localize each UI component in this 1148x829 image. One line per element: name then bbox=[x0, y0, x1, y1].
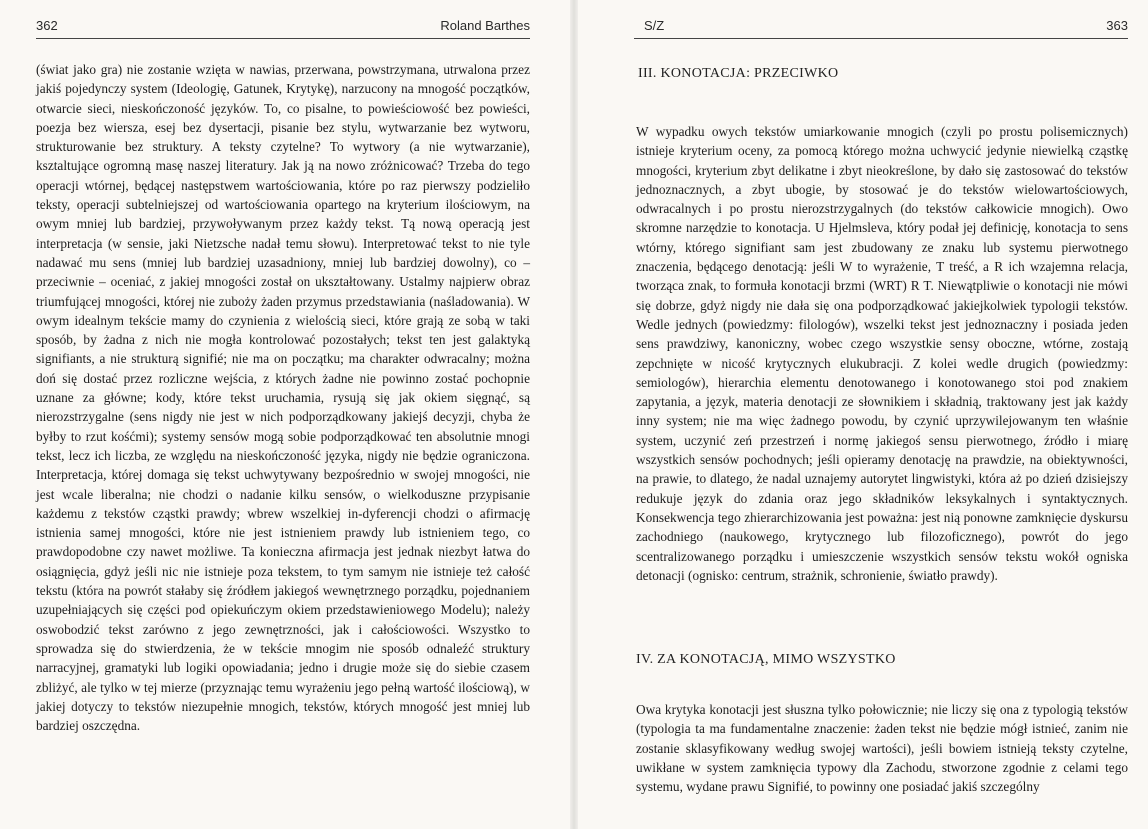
page-number: 362 bbox=[36, 18, 58, 33]
page-number: 363 bbox=[1106, 18, 1128, 33]
body-paragraph-1 bbox=[636, 122, 1128, 585]
header-rule bbox=[36, 38, 530, 39]
paragraph-text: Owa krytyka konotacji jest słuszna tylko połowicznie; nie liczy się ona z typologią tekstów (typologia ta ma fundamentalne znaczenie: żaden tekst nie będzie mógł istnieć, zanim nie zostanie sklasyfikowany według swojej wartości), jeśli bowiem istnieją teksty czytelne, uwikłane w system zamknięcia typowy dla Zachodu, stworzone zgodnie z celami tego systemu, wydane prawu Signifié, to powinny one posiadać jakiś szczególny bbox=[636, 702, 1128, 795]
right-page bbox=[578, 0, 1148, 829]
header-rule bbox=[634, 38, 1128, 39]
right-page-header bbox=[634, 18, 1128, 38]
section-heading-4: IV. ZA KONOTACJĄ, MIMO WSZYSTKO bbox=[636, 652, 896, 667]
paragraph-text: (świat jako gra) nie zostanie wzięta w nawias, przerwana, powstrzymana, utrwalona przez jakiś pojedynczy system (Ideologię, Gatunek, Krytykę), narzucony na mnogość początków, otwarcie sieci, nieskończoność języków. To, co pisalne, to powieściowość bez powieści, poezja bez wiersza, esej bez dysertacji, pisanie bez stylu, wytwarzanie bez wytworu, strukturowanie bez struktury. A teksty czytelne? To wytwory (a nie wytwarzanie), ksztaltujące ogromną masę naszej literatury. Jak ją na nowo zróżnicować? Trzeba do tego operacji wtórnej, będącej następstwem wartościowania, które po raz pierwszy podzieliło teksty, operacji subtelniejszej od wartościowania opartego na kryterium ilościowym, na owym mniej lub bardziej, przywoływanym przez każdy tekst. Tą nową operacją jest interpretacja (w sensie, jaki Nietzsche nadał temu słowu). Interpretować tekst to nie tyle nadawać mu sens (mniej lub bardziej uzasadniony, mniej lub bardziej dowolny), co – przeciwnie – oceniać, z jakiej mnogości został on ukształtowany. Ustalmy najpierw obraz triumfującej mnogości, której nie zuboży żaden przymus przedstawiania (naśladowania). W owym idealnym tekście mamy do czynienia z wielością sieci, które grają ze sobą w taki sposób, by żadna z nich nie mogła kontrolować pozostałych; tekst ten jest galaktyką signifiants, a nie strukturą signifié; nie ma on początku; ma charakter odwracalny; można doń się dostać przez rozliczne wejścia, z których żadne nie powinno zostać pochopnie uznane za główne; kody, które tekst uruchamia, rysują się jak okiem sięgnąć, są nierozstrzygalne (sens nigdy nie jest w nich podporządkowany jakiejś decyzji, chyba że byłby to rzut kośćmi); systemy sensów mogą sobie podporządkować ten absolutnie mnogi tekst, lecz ich liczba, ze względu na nieskończoność języka, nigdy nie będzie ograniczona. Interpretacja, której domaga się tekst uchwytywany bezpośrednio w swojej mnogości, nie jest wcale liberalna; nie chodzi o nadanie kilku sensów, o wielkoduszne przypisanie każdemu z tekstów cząstki prawdy; wbrew wszelkiej in-dyferencji chodzi o afirmację istnienia samej mnogości, które nie jest istnieniem prawdy lub istnieniem tego, co prawdopodobne czy nawet możliwe. Ta konieczna afirmacja jest jednak niezbyt łatwa do osiągnięcia, gdyż jeśli nic nie istnieje poza tekstem, to tym samym nie istnieje też całość tekstu (która na powrót stałaby się źródłem jakiegoś wewnętrznego porządku, pojednaniem uzupełniających się części pod opiekuńczym okiem przedstawieniowego Modelu); należy oswobodzić tekst zarówno z jego zewnętrzności, jak i całościowości. Wszystko to sprowadza się do stwierdzenia, że w tekście mnogim nie sposób odnaleźć struktury narracyjnej, gramatyki lub logiki opowiadania; jedno i drugie może się do siebie czasem zbliżyć, ale tylko w tej mierze (przyznając temu wyrażeniu jego pełną wartość ilościową), w jakiej dotyczy to tekstów niezupełnie mnogich, tekstów, których mnogość jest mniej lub bardziej oszczędna. bbox=[36, 62, 530, 734]
left-page-header bbox=[36, 18, 530, 38]
paragraph-text: W wypadku owych tekstów umiarkowanie mnogich (czyli po prostu polisemicznych) istnieje kryterium oceny, za pomocą którego można uchwycić jedynie niewielką cząstkę mnogości, kryterium zbyt delikatne i zbyt nieokreślone, by dało się zastosować do tekstów jednoznacznych, a zbyt ubogie, by stosować je do tekstów wielowartościowych, odwracalnych i po prostu nierozstrzygalnych (do tekstów całkowicie mnogich). Owo skromne narzędzie to konotacja. U Hjelmsleva, który podał jej definicję, konotacja to sens wtórny, którego signifiant sam jest zbudowany ze znaku lub systemu pierwotnego znaczenia, będącego denotacją: jeśli W to wyrażenie, T treść, a R ich wzajemna relacja, tworząca znak, to formuła konotacji brzmi (WRT) R T. Niewątpliwie o konotacji nie mówi się dobrze, gdyż nigdy nie dała się ona podporządkować jakiejkolwiek typologii tekstów. Wedle jednych (powiedzmy: filologów), wszelki tekst jest jednoznaczny i posiada jeden sens prawdziwy, kanoniczny, wobec czego wszystkie sensy oboczne, wtórne, zostają zepchnięte w nicość krytycznych elukubracji. Z kolei wedle drugich (powiedzmy: semiologów), hierarchia elementu denotowanego i konotowanego stoi pod znakiem zapytania, a język, materia denotacji ze słownikiem i składnią, traktowany jest jak każdy inny system; nie ma więc żadnego powodu, by czynić uprzywilejowanym ten właśnie system, uczynić zeń przestrzeń i normę jakiegoś sensu pierwotnego, źródło i miarę wszystkich sensów pochodnych; jeśli opieramy denotację na prawdzie, na obiektywności, na prawie, to dlatego, że nadal uznajemy autorytet lingwistyki, która aż po dzień dzisiejszy redukuje język do zdania oraz jego składników leksykalnych i syntaktycznych. Konsekwencja tego zhierarchizowania jest poważna: jest nią ponowne zamknięcie dyskursu zachodniego (naukowego, krytycznego lub filozoficznego), powrót do jego scentralizowanego porządku i umieszczenie wszystkich sensów tekstu wokół ogniska detonacji (ognisko: centrum, strażnik, schronienie, światło prawdy). bbox=[636, 124, 1128, 583]
body-paragraph bbox=[36, 60, 530, 735]
running-head: Roland Barthes bbox=[440, 18, 530, 33]
section-heading-3: III. KONOTACJA: PRZECIWKO bbox=[638, 66, 839, 81]
running-head: S/Z bbox=[644, 18, 665, 33]
left-page bbox=[0, 0, 570, 829]
book-gutter bbox=[570, 0, 578, 829]
body-paragraph-2 bbox=[636, 700, 1128, 796]
